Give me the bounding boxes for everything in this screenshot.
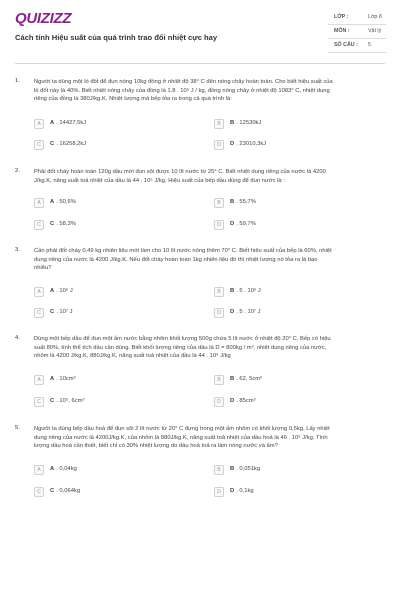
question-line: lượng dầu hoả cần thiết, biết chỉ có 30% nhiệt lượng do dầu hoả toả ra làm nóng nước và ấm? (34, 443, 278, 450)
meta-label: MÔN : (334, 28, 350, 34)
meta-label: LỚP : (334, 14, 349, 20)
option-d[interactable]: D D . 59,7% (214, 220, 367, 230)
option-letter-box: C (34, 220, 44, 230)
option-b[interactable]: B B . 0,051kg (214, 465, 367, 475)
option-letter-box: D (214, 140, 224, 150)
option-letter-box: D (214, 308, 224, 318)
option-text: 12530kJ (239, 120, 262, 126)
option-letter-box: A (34, 375, 44, 385)
question-text (34, 78, 384, 104)
option-text: 5 . 10⁷ J (239, 309, 261, 315)
option-c[interactable]: C C . 10⁵, 6cm³ (34, 397, 187, 407)
option-d[interactable]: D D . 85cm³ (214, 397, 367, 407)
option-letter-box: C (34, 487, 44, 497)
option-letter: B (230, 199, 235, 205)
option-text: 0,051kg (239, 466, 261, 472)
option-letter-box: B (214, 375, 224, 385)
option-text: 55,7% (239, 199, 256, 205)
option-letter-box: C (34, 140, 44, 150)
question-number: 4. (15, 335, 20, 341)
option-letter: A (50, 120, 55, 126)
option-text: 10⁵, 6cm³ (59, 398, 85, 404)
question-line: riêng của đồng là 380J/kg.K. Nhiệt lượng mà bếp tỏa ra trong cả quá trình là: (34, 96, 232, 103)
question-number: 1. (15, 78, 20, 84)
question-text (34, 425, 384, 451)
question-line: Dùng một bếp dầu để đun một ấm nước bằng nhôm khối lượng 500g chứa 5 lít nước ở nhiệt độ 20° C. Bếp có hiệu (34, 336, 331, 342)
option-text: 10⁷ J (59, 309, 73, 315)
option-letter: B (230, 288, 235, 294)
option-c[interactable]: C C . 58,3% (34, 220, 187, 230)
worksheet-title: Cách tính Hiệu suất của quá trình trao đổi nhiệt cực hay (15, 33, 218, 42)
option-d[interactable]: D D . 5 . 10⁷ J (214, 308, 367, 318)
option-text: 59,7% (239, 221, 256, 227)
worksheet-header (0, 0, 400, 62)
option-letter: A (50, 288, 55, 294)
option-letter-box: A (34, 119, 44, 129)
option-c[interactable]: C C . 16258,2kJ (34, 140, 187, 150)
question-line: nhiêu? (34, 265, 52, 272)
option-a[interactable]: A A . 10cm³ (34, 375, 187, 385)
option-text: 85cm³ (239, 398, 256, 404)
option-a[interactable]: A A . 50,6% (34, 198, 187, 208)
question-line: Người ta dùng bếp dầu hoả để đun sôi 2 lít nước từ 20° C đựng trong một ấm nhôm có khối lượng 0,5kg. Lấy nhiệt (34, 426, 330, 432)
option-letter: D (230, 309, 235, 315)
option-text: 14427,5kJ (59, 120, 87, 126)
question-text (34, 335, 384, 361)
option-text: 16258,2kJ (59, 141, 87, 147)
option-letter: D (230, 488, 235, 494)
option-c[interactable]: C C . 0,064kg (34, 487, 187, 497)
question-line: J/kg.K, năng suất toả nhiệt của dầu là 44 . 10⁶ J/kg. Hiệu suất của bếp dầu dùng để đun nước là : (34, 177, 285, 184)
option-text: 0,064kg (59, 488, 81, 494)
option-letter-box: B (214, 119, 224, 129)
question-line: lò đốt này là 40%. Biết nhiệt nóng chảy của đồng là 1,8 . 10⁵ J / kg, đồng nóng chảy ở nhiệt độ 1083° C, nhiệt dung (34, 87, 330, 94)
option-letter: C (50, 221, 55, 227)
option-text: 23010,3kJ (239, 141, 267, 147)
option-a[interactable]: A A . 0,04kg (34, 465, 187, 475)
option-letter-box: D (214, 397, 224, 407)
quizizz-logo: QUIZIZZ (15, 10, 72, 27)
option-letter: B (230, 466, 235, 472)
option-letter: C (50, 488, 55, 494)
option-letter-box: D (214, 220, 224, 230)
option-letter-box: B (214, 198, 224, 208)
option-b[interactable]: B B . 5 . 10⁶ J (214, 287, 367, 297)
meta-label: SỐ CÂU : (334, 42, 358, 48)
divider (328, 24, 386, 25)
option-letter: D (230, 398, 235, 404)
option-letter: D (230, 141, 235, 147)
meta-value: Lớp 8 (368, 14, 382, 20)
divider (328, 52, 386, 53)
option-text: 62, 5cm³ (239, 376, 262, 382)
question-line: suất 80%, tính thể tích dầu cần dùng. Biết khối lượng riêng của dầu là D = 800kg / m³, nhiệt dung riêng của nước, (34, 344, 327, 351)
option-c[interactable]: C C . 10⁷ J (34, 308, 187, 318)
option-letter: D (230, 221, 235, 227)
option-letter-box: B (214, 287, 224, 297)
option-d[interactable]: D D . 23010,3kJ (214, 140, 367, 150)
option-letter-box: C (34, 308, 44, 318)
option-a[interactable]: A A . 14427,5kJ (34, 119, 187, 129)
option-b[interactable]: B B . 55,7% (214, 198, 367, 208)
option-text: 5 . 10⁶ J (239, 288, 261, 294)
option-letter: C (50, 398, 55, 404)
option-letter-box: D (214, 487, 224, 497)
option-text: 10cm³ (59, 376, 76, 382)
question-line: Phải đốt cháy hoàn toàn 120g dầu mới đun sôi được 10 lít nước từ 25° C. Biết nhiệt dung riêng của nước là 4200 (34, 169, 326, 175)
option-text: 58,3% (59, 221, 76, 227)
option-letter: A (50, 199, 55, 205)
option-text: 10⁶ J (59, 288, 73, 294)
option-letter: C (50, 309, 55, 315)
header-divider (15, 63, 385, 64)
option-letter-box: A (34, 465, 44, 475)
question-line: nhôm là 4200 J/kg.K, 880J/kg.K, năng suất toả nhiệt của dầu là 44 . 10⁶ J/kg (34, 353, 231, 360)
option-a[interactable]: A A . 10⁶ J (34, 287, 187, 297)
option-letter: B (230, 376, 235, 382)
question-number: 3. (15, 247, 20, 253)
divider (328, 38, 386, 39)
option-letter: C (50, 141, 55, 147)
option-letter: A (50, 466, 55, 472)
option-text: 50,6% (59, 199, 76, 205)
option-b[interactable]: B B . 12530kJ (214, 119, 367, 129)
question-text (34, 168, 384, 185)
option-text: 0,1kg (239, 488, 254, 494)
option-letter-box: C (34, 397, 44, 407)
question-line: dung riêng của nước là 4200 J/kg.K. Nếu đốt cháy hoàn toàn 1kg nhiên liệu đó thì nhiệt lượng nó tỏa ra là bao (34, 256, 318, 263)
meta-value: Vật lý (368, 28, 382, 34)
question-number: 2. (15, 168, 20, 174)
option-letter-box: B (214, 465, 224, 475)
option-letter: A (50, 376, 55, 382)
option-text: 0,04kg (59, 466, 77, 472)
question-line: dung riêng của nước là 4200J/kg.K, của nhôm là 880J/kg.K, năng suất toả nhiệt của dầu hoả là 46 . 10⁶ J/kg. Tính (34, 434, 328, 441)
option-d[interactable]: D D . 0,1kg (214, 487, 367, 497)
option-letter-box: A (34, 287, 44, 297)
option-letter-box: A (34, 198, 44, 208)
meta-value: 5 (368, 42, 371, 48)
question-number: 5. (15, 425, 20, 431)
option-letter: B (230, 120, 235, 126)
question-line: Cần phải đốt cháy 0,49 kg nhiên liệu mới làm cho 10 lít nước nóng thêm 70° C. Biết hiệu suất của bếp là 60%, nhiệt (34, 248, 332, 254)
question-line: Người ta dùng một lò đốt để đun nóng 10kg đồng ở nhiệt độ 38° C đến nóng chảy hoàn toàn. Cho biết hiệu suất của (34, 79, 333, 85)
option-b[interactable]: B B . 62, 5cm³ (214, 375, 367, 385)
question-text (34, 247, 384, 273)
